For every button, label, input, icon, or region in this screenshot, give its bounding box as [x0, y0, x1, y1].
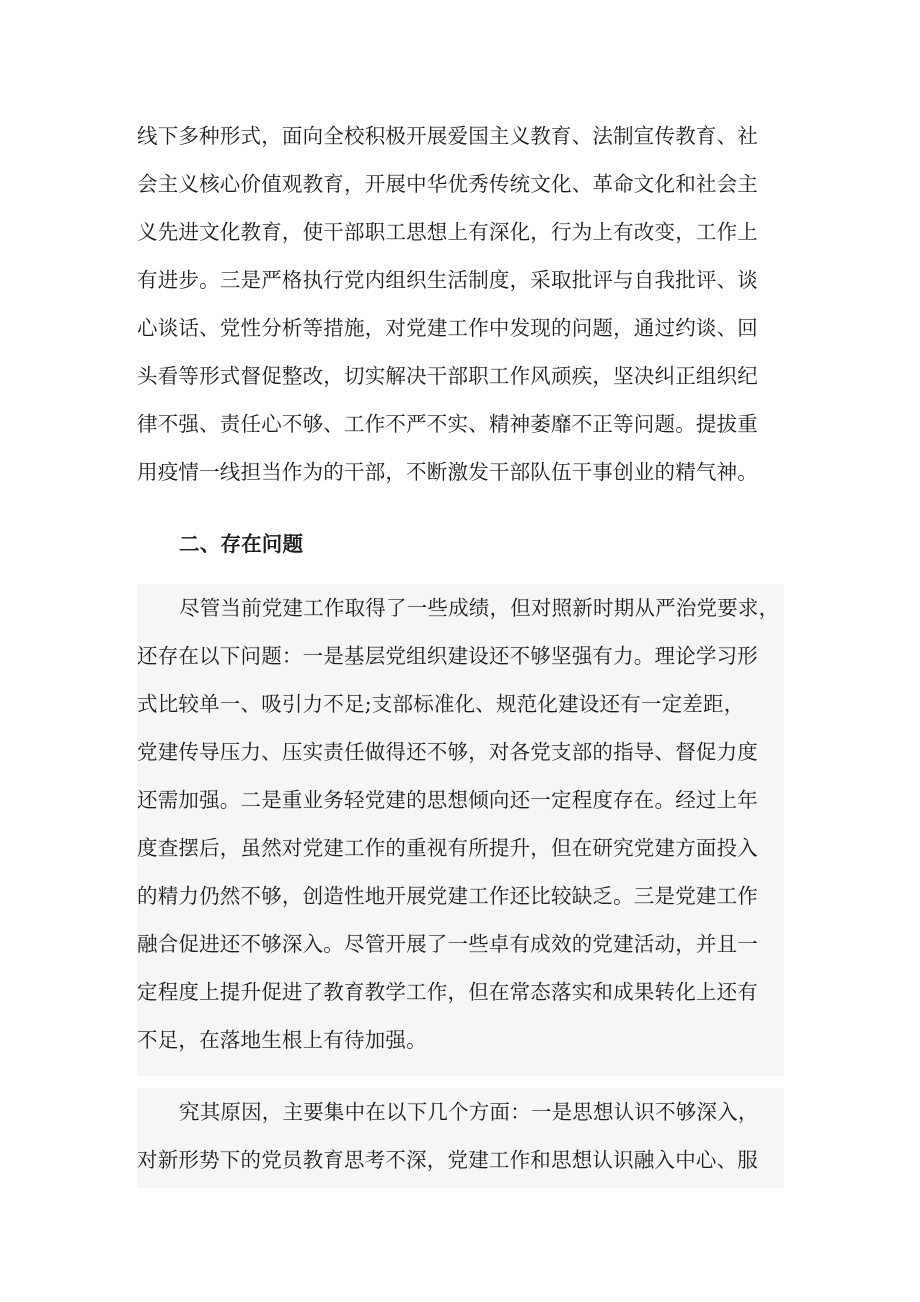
text-line: 还需加强。二是重业务轻党建的思想倾向还一定程度存在。经过上年	[137, 788, 758, 812]
text-line: 式比较单一、吸引力不足;支部标准化、规范化建设还有一定差距，	[137, 692, 745, 716]
text-line: 还存在以下问题：一是基层党组织建设还不够坚强有力。理论学习形	[137, 644, 758, 668]
text-line: 用疫情一线担当作为的干部，不断激发干部队伍干事创业的精气神。	[137, 460, 758, 484]
text-line: 党建传导压力、压实责任做得还不够，对各党支部的指导、督促力度	[137, 740, 758, 764]
text-line: 对新形势下的党员教育思考不深，党建工作和思想认识融入中心、服	[137, 1148, 758, 1172]
text-line: 不足，在落地生根上有待加强。	[137, 1028, 427, 1052]
text-line: 尽管当前党建工作取得了一些成绩，但对照新时期从严治党要求，	[179, 596, 780, 620]
paragraph-2	[137, 584, 784, 1076]
text-line: 有进步。三是严格执行党内组织生活制度，采取批评与自我批评、谈	[137, 268, 758, 292]
text-line: 心谈话、党性分析等措施，对党建工作中发现的问题，通过约谈、回	[137, 316, 758, 340]
text-line: 究其原因，主要集中在以下几个方面：一是思想认识不够深入，	[179, 1100, 759, 1124]
text-line: 融合促进还不够深入。尽管开展了一些卓有成效的党建活动，并且一	[137, 932, 758, 956]
paragraph-3	[137, 1088, 784, 1188]
text-line: 会主义核心价值观教育，开展中华优秀传统文化、革命文化和社会主	[137, 172, 758, 196]
text-line: 头看等形式督促整改，切实解决干部职工作风顽疾，坚决纠正组织纪	[137, 364, 758, 388]
paragraph-1	[137, 112, 784, 500]
text-line: 律不强、责任心不够、工作不严不实、精神萎靡不正等问题。提拔重	[137, 412, 758, 436]
text-line: 线下多种形式，面向全校积极开展爱国主义教育、法制宣传教育、社	[137, 124, 758, 148]
text-line: 义先进文化教育，使干部职工思想上有深化，行为上有改变，工作上	[137, 220, 758, 244]
text-line: 度查摆后，虽然对党建工作的重视有所提升，但在研究党建方面投入	[137, 836, 758, 860]
text-line: 的精力仍然不够，创造性地开展党建工作还比较缺乏。三是党建工作	[137, 884, 758, 908]
section-heading-text: 二、存在问题	[179, 532, 304, 556]
section-heading	[137, 520, 784, 568]
text-line: 定程度上提升促进了教育教学工作，但在常态落实和成果转化上还有	[137, 980, 758, 1004]
